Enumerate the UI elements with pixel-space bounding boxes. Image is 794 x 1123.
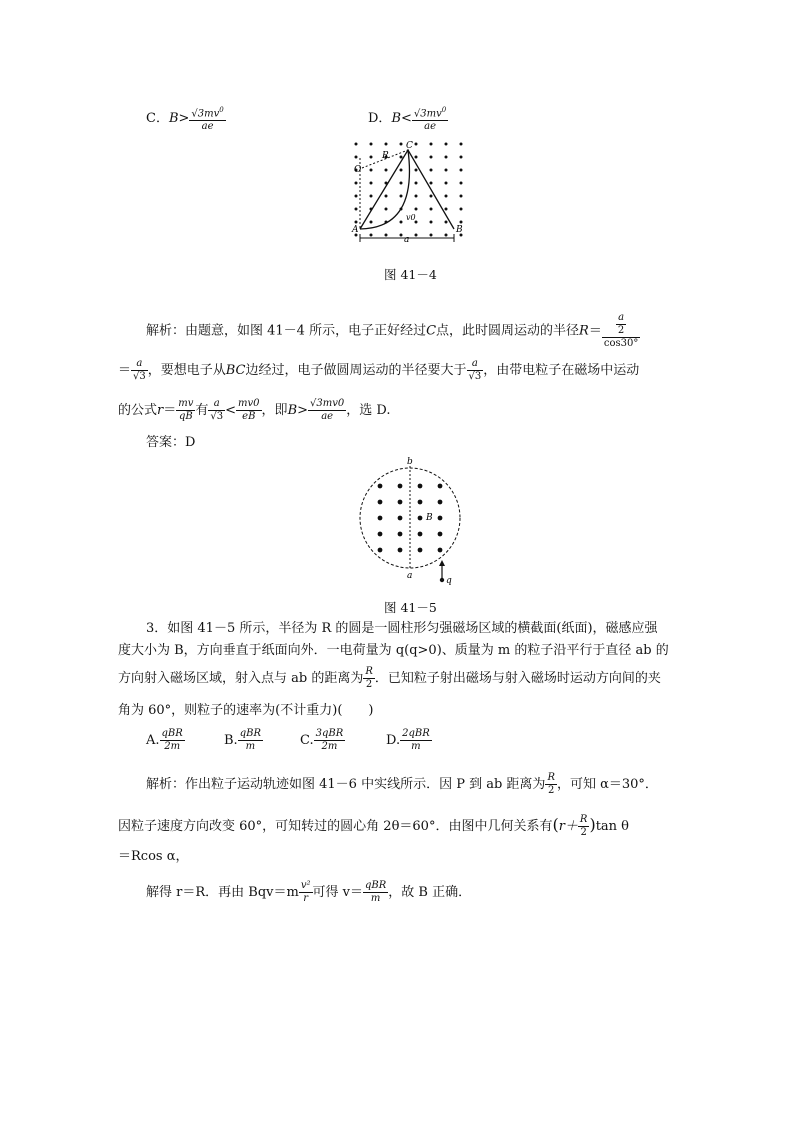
field-dot	[370, 182, 373, 185]
field-dot	[378, 500, 383, 505]
field-dot	[415, 234, 418, 237]
field-dot	[460, 169, 463, 172]
field-dot	[445, 143, 448, 146]
field-dot	[400, 221, 403, 224]
field-dot	[430, 169, 433, 172]
option-c	[146, 104, 226, 133]
question3-line4: 角为 60°，则粒子的速率为(不计重力)( )	[118, 703, 374, 718]
solution1-line2: ＝ $\frac{a}{√3}$ ，要想电子从BC边经过，电子做圆周运动的半径要大于 $\frac{a}{√3}$ ，由带电粒子在磁场中运动	[118, 358, 640, 382]
field-dot	[400, 182, 403, 185]
field-dot	[385, 143, 388, 146]
field-dot	[460, 156, 463, 159]
figure-41-5-caption: 图 41－5	[384, 600, 437, 615]
figure-41-4-caption: 图 41－4	[384, 267, 437, 282]
solution1-line3: 的公式r＝ $\frac{mv}{qB}$ 有 $\frac{a}{√3}$ < $\frac{mv0}{eB}$ ，即B> $\frac{√3mv0}{ae}$ ，选 D.	[118, 398, 391, 422]
field-dot	[398, 484, 403, 489]
figure-41-5	[356, 456, 468, 588]
field-dot	[398, 548, 403, 553]
field-dot	[460, 182, 463, 185]
field-dot	[398, 532, 403, 537]
field-dot	[370, 234, 373, 237]
label-O: O	[354, 165, 362, 175]
solution1-answer: 答案：D	[146, 435, 196, 450]
field-dot	[398, 516, 403, 521]
field-dot	[445, 234, 448, 237]
field-dot	[418, 516, 423, 521]
field-dot	[400, 143, 403, 146]
field-dot	[430, 234, 433, 237]
field-dot	[438, 532, 443, 537]
label-v0: v0	[406, 213, 416, 222]
field-dot	[430, 208, 433, 211]
field-dot	[445, 169, 448, 172]
field-dot	[415, 195, 418, 198]
field-dot	[445, 182, 448, 185]
field-dot	[385, 234, 388, 237]
field-dot	[355, 208, 358, 211]
field-dot	[430, 182, 433, 185]
field-dot	[430, 156, 433, 159]
field-dot	[438, 500, 443, 505]
option-a: A. $\frac{\text{qBR}}{2m}$	[146, 728, 183, 752]
field-dot	[355, 221, 358, 224]
field-dot	[430, 221, 433, 224]
option-c3: C. $\frac{\text{3qBR}}{2m}$	[300, 728, 344, 752]
label-a2: a	[407, 571, 413, 581]
field-dot	[378, 548, 383, 553]
field-dot	[418, 548, 423, 553]
field-dot	[370, 143, 373, 146]
field-dot	[430, 143, 433, 146]
field-dot	[400, 195, 403, 198]
solution3-line4: 解得 r＝R．再由 Bqv＝m $\frac{\text{v²}}{r}$ 可得 v＝ $\frac{\text{qBR}}{m}$ ，故 B 正确．	[146, 880, 472, 904]
field-dot	[415, 169, 418, 172]
option-c-prefix: B>	[168, 111, 190, 127]
field-dot	[370, 221, 373, 224]
option-d-fraction: $\frac{√3mv^0}{ae}$	[413, 106, 447, 133]
field-dot	[355, 182, 358, 185]
solution1-frac1: $\frac{\frac{a}{2}}{\cos 30^\circ}$	[603, 312, 639, 349]
field-dot	[438, 548, 443, 553]
field-dot	[370, 156, 373, 159]
field-dot	[445, 156, 448, 159]
field-dot	[370, 169, 373, 172]
solution3-line3: ＝Rcos α，	[118, 849, 189, 864]
field-dot	[445, 195, 448, 198]
field-dot	[460, 221, 463, 224]
field-dot	[418, 532, 423, 537]
particle-arrow-icon	[439, 560, 445, 566]
field-dot	[370, 195, 373, 198]
option-d-prefix: B<	[391, 111, 412, 127]
field-dot	[460, 208, 463, 211]
field-dot	[385, 195, 388, 198]
field-dot	[355, 195, 358, 198]
field-dot	[400, 169, 403, 172]
option-c-fraction: $\frac{√3mv^0}{ae}$	[191, 106, 224, 133]
option-b: B. $\frac{\text{qBR}}{m}$	[224, 728, 261, 752]
field-dot	[415, 143, 418, 146]
label-b: b	[407, 457, 413, 467]
field-dot	[415, 208, 418, 211]
solution3-line2: 因粒子速度方向改变 60°，可知转过的圆心角 2θ＝60°．由图中几何关系有(r＋ $\frac{R}{2}$ )tan θ	[118, 814, 630, 838]
field-dot	[445, 221, 448, 224]
field-dot	[378, 484, 383, 489]
field-dot	[400, 234, 403, 237]
label-R: R	[382, 151, 389, 161]
question3-line2: 度大小为 B，方向垂直于纸面向外．一电荷量为 q(q>0)、质量为 m 的粒子沿平行于直径 ab 的	[118, 643, 669, 658]
field-dot	[418, 500, 423, 505]
field-dot	[378, 532, 383, 537]
label-C: C	[406, 141, 413, 151]
option-d3: D. $\frac{\text{2qBR}}{m}$	[386, 728, 430, 752]
field-dot	[445, 208, 448, 211]
field-dot	[430, 195, 433, 198]
field-dot	[398, 500, 403, 505]
field-dot	[378, 516, 383, 521]
field-dot	[385, 208, 388, 211]
solution3-line1: 解析：作出粒子运动轨迹如图 41－6 中实线所示．因 P 到 ab 距离为 $\frac{R}{2}$ ，可知 α＝30°．	[146, 772, 658, 796]
figure-41-4	[348, 138, 470, 250]
field-dot	[460, 143, 463, 146]
option-d	[368, 104, 448, 133]
question3-line1: 3．如图 41－5 所示，半径为 R 的圆是一圆柱形匀强磁场区域的横截面(纸面)，磁感应强	[146, 621, 658, 636]
field-dot	[460, 195, 463, 198]
field-dot	[415, 156, 418, 159]
field-dot	[438, 484, 443, 489]
particle-dot	[440, 578, 444, 582]
label-q: q	[446, 576, 452, 586]
field-dot	[400, 156, 403, 159]
field-dot	[355, 156, 358, 159]
question3-line3: 方向射入磁场区域，射入点与 ab 的距离为 $\frac{R}{2}$ ．已知粒子射出磁场与射入磁场时运动方向间的夹	[118, 666, 661, 690]
field-dot	[355, 143, 358, 146]
field-dot	[415, 182, 418, 185]
label-B: B	[456, 225, 463, 235]
option-c-label: C．	[146, 111, 169, 127]
label-A: A	[352, 225, 359, 235]
label-B2: B	[426, 513, 433, 523]
option-d-label: D．	[368, 111, 392, 127]
solution1-line1: 解析：由题意，如图 41－4 所示，电子正好经过C点，此时圆周运动的半径R＝ $\frac{\frac{a}{2}}{\cos 30^\circ}$	[146, 312, 639, 349]
field-dot	[438, 516, 443, 521]
question3-options	[146, 728, 466, 753]
label-a: a	[404, 235, 410, 245]
field-dot	[385, 169, 388, 172]
field-dot	[418, 484, 423, 489]
